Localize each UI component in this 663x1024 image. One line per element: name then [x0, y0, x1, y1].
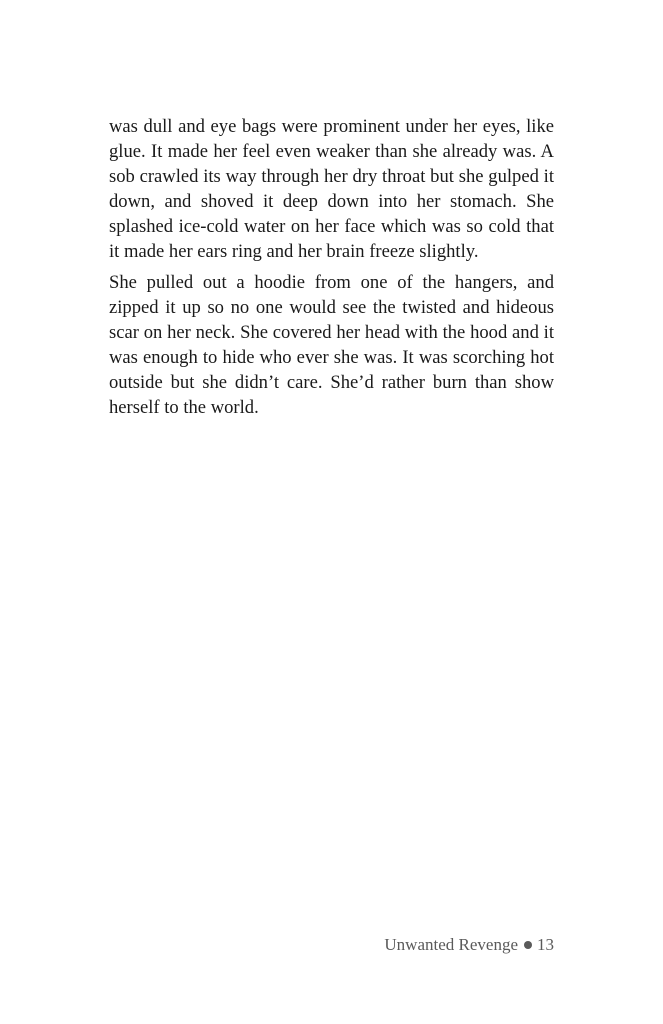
- paragraph-1: was dull and eye bags were prominent under her eyes, like glue. It made her feel even weaker than she already was. A sob crawled its way through her dry throat but she gulped it down, and shoved it deep down into her stomach. She splashed ice-cold water on her face which was so cold that it made her ears ring and her brain freeze slightly.: [109, 116, 554, 262]
- page-number: 13: [537, 935, 554, 954]
- page-footer: [384, 933, 554, 957]
- body-text: [109, 114, 554, 426]
- bullet-separator-icon: [524, 941, 532, 949]
- running-title: Unwanted Revenge: [384, 935, 518, 954]
- paragraph-2: She pulled out a hoodie from one of the hangers, and zipped it up so no one would see the twisted and hideous scar on her neck. She covered her head with the hood and it was enough to hide who ever she was. It was scorching hot outside but she didn’t care. She’d rather burn than show herself to the world.: [109, 272, 554, 418]
